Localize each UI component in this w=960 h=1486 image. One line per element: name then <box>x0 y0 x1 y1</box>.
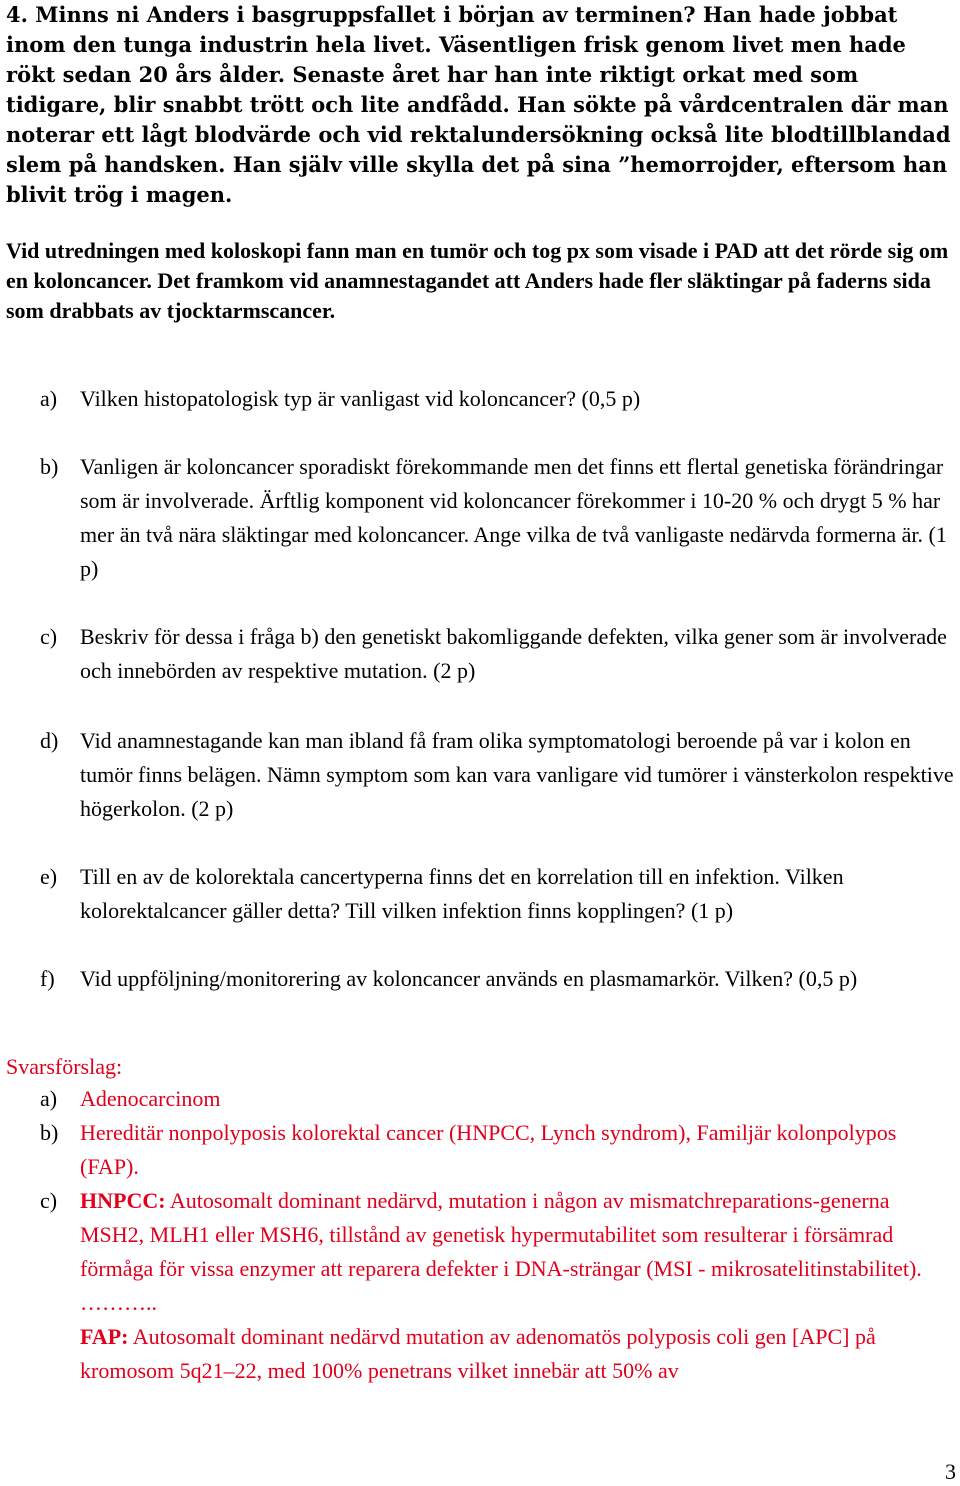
question-d <box>40 724 955 826</box>
fap-text: Autosomalt dominant nedärvd mutation av adenomatös polyposis coli gen [APC] på kromosom 5q21–22, med 100% penetrans vilket innebär att 50% av <box>80 1324 876 1383</box>
question-letter: d) <box>40 728 59 753</box>
question-text: Vilken histopatologisk typ är vanligast vid koloncancer? (0,5 p) <box>80 386 641 411</box>
question-text: Beskriv för dessa i fråga b) den genetiskt bakomliggande defekten, vilka gener som är involverade och innebörden av respektive mutation. (2 p) <box>80 624 947 683</box>
question-c <box>40 620 955 688</box>
answer-b <box>6 1116 956 1184</box>
question-text: Vid anamnestagande kan man ibland få fram olika symptomatologi beroende på var i kolon en tumör finns belägen. Nämn symptom som kan vara vanligare vid tumörer i vänsterkolon respektive högerkolon. (2 p) <box>80 728 954 821</box>
page-number: 3 <box>945 1459 956 1484</box>
question-text: Vid uppföljning/monitorering av koloncancer används en plasmamarkör. Vilken? (0,5 p) <box>80 966 858 991</box>
answer-letter: c) <box>40 1188 58 1213</box>
question-f <box>40 962 955 996</box>
question-e <box>40 860 955 928</box>
fap-label: FAP: <box>80 1324 129 1349</box>
case-intro-paragraph: 4. Minns ni Anders i basgruppsfallet i början av terminen? Han hade jobbat inom den tunga industrin hela livet. Väsentligen frisk genom livet men hade rökt sedan 20 års ålder. Senaste året har han inte riktigt orkat med som tidigare, blir snabbt trött och lite andfådd. Han sökte på vårdcentralen där man noterar ett lågt blodvärde och vid rektalundersökning också lite blodtillblandad slem på handsken. Han själv ville skylla det på sina ”hemorrojder, eftersom han blivit trög i magen. <box>6 2 951 207</box>
question-text: Till en av de kolorektala cancertyperna finns det en korrelation till en infektion. Vilken kolorektalcancer gäller detta? Till vilken infektion finns kopplingen? (1 p) <box>80 864 844 923</box>
answer-c <box>6 1184 956 1388</box>
answer-section <box>6 1052 956 1388</box>
case-findings-paragraph: Vid utredningen med koloskopi fann man en tumör och tog px som visade i PAD att det rörde sig om en koloncancer. Det framkom vid anamnestagandet att Anders hade fler släktingar på faderns sida som drabbats av tjocktarmscancer. <box>6 238 949 323</box>
question-letter: e) <box>40 864 58 889</box>
question-letter: c) <box>40 624 58 649</box>
question-letter: f) <box>40 966 55 991</box>
answer-letter: b) <box>40 1120 59 1145</box>
answer-heading: Svarsförslag: <box>6 1054 123 1079</box>
answer-text: Hereditär nonpolyposis kolorektal cancer (HNPCC, Lynch syndrom), Familjär kolonpolypos (FAP). <box>80 1120 897 1179</box>
answer-a <box>6 1082 956 1116</box>
question-letter: a) <box>40 386 58 411</box>
hnpcc-text: Autosomalt dominant nedärvd, mutation i någon av mismatchreparations-generna MSH2, MLH1 eller MSH6, tillstånd av genetisk hypermutabilitet som resulterar i försämrad förmåga för vissa enzymer att reparera defekter i DNA-strängar (MSI - mikrosatelitinstabilitet). ……….. <box>80 1188 922 1315</box>
question-letter: b) <box>40 454 59 479</box>
question-b <box>40 450 955 586</box>
question-a <box>40 382 955 416</box>
question-text: Vanligen är koloncancer sporadiskt förekommande men det finns ett flertal genetiska förändringar som är involverade. Ärftlig komponent vid koloncancer förekommer i 10-20 % och drygt 5 % har mer än två nära släktingar med koloncancer. Ange vilka de två vanligaste nedärvda formerna är. (1 p) <box>80 454 947 581</box>
hnpcc-label: HNPCC: <box>80 1188 166 1213</box>
answer-letter: a) <box>40 1086 58 1111</box>
answer-text: Adenocarcinom <box>80 1086 221 1111</box>
